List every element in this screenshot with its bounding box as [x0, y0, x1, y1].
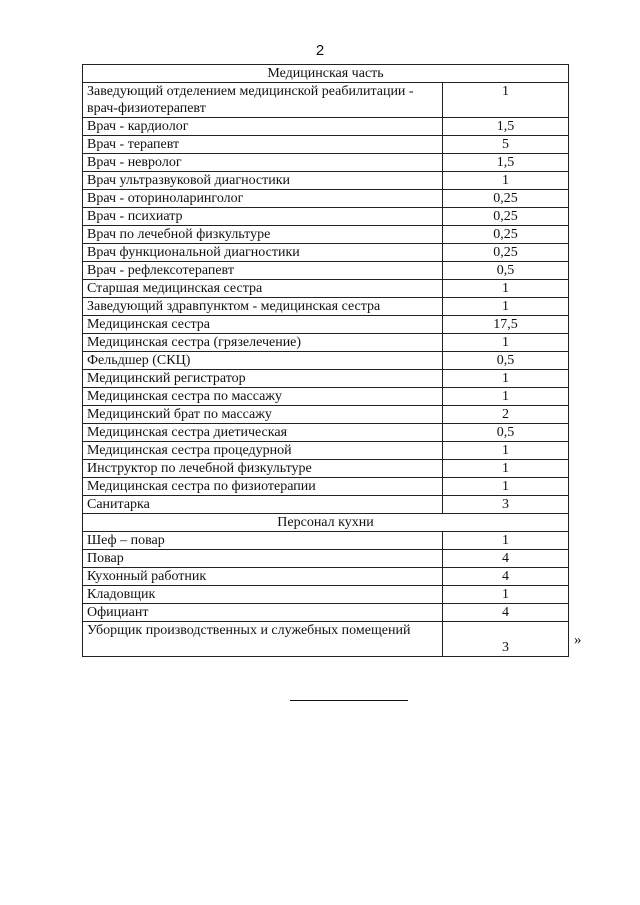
- position-name: Медицинская сестра по массажу: [83, 388, 443, 406]
- position-quantity: 1: [443, 478, 569, 496]
- table-row: [83, 550, 569, 568]
- table-row: [83, 406, 569, 424]
- table-row: [83, 316, 569, 334]
- table-row: [83, 352, 569, 370]
- position-quantity: 1: [443, 83, 569, 118]
- position-name: Врач функциональной диагностики: [83, 244, 443, 262]
- position-name: Официант: [83, 604, 443, 622]
- table-row: [83, 532, 569, 550]
- position-quantity: 1: [443, 298, 569, 316]
- position-name: Санитарка: [83, 496, 443, 514]
- position-name: Врач ультразвуковой диагностики: [83, 172, 443, 190]
- position-name: Повар: [83, 550, 443, 568]
- position-quantity: 5: [443, 136, 569, 154]
- position-quantity: 1,5: [443, 154, 569, 172]
- table-row: [83, 442, 569, 460]
- table-row: [83, 172, 569, 190]
- position-name: Медицинская сестра по физиотерапии: [83, 478, 443, 496]
- table-row: [83, 586, 569, 604]
- position-quantity: 1: [443, 586, 569, 604]
- table-row: [83, 388, 569, 406]
- position-quantity: 4: [443, 550, 569, 568]
- position-name: Уборщик производственных и служебных помещений: [83, 622, 443, 657]
- table-row: [83, 154, 569, 172]
- position-name: Инструктор по лечебной физкультуре: [83, 460, 443, 478]
- position-quantity: 17,5: [443, 316, 569, 334]
- section-title-kitchen: Персонал кухни: [83, 514, 569, 532]
- position-name: Медицинский регистратор: [83, 370, 443, 388]
- position-name: Медицинская сестра: [83, 316, 443, 334]
- position-name: Медицинский брат по массажу: [83, 406, 443, 424]
- position-quantity: 4: [443, 604, 569, 622]
- table-row: [83, 136, 569, 154]
- table-row: [83, 370, 569, 388]
- closing-quote-mark: »: [574, 632, 582, 648]
- position-quantity: 3: [443, 622, 569, 657]
- table-row: [83, 496, 569, 514]
- position-quantity: 1: [443, 460, 569, 478]
- table-row: [83, 604, 569, 622]
- position-quantity: 0,5: [443, 262, 569, 280]
- position-name: Заведующий отделением медицинской реабилитации - врач-физиотерапевт: [83, 83, 443, 118]
- position-quantity: 1: [443, 172, 569, 190]
- position-quantity: 0,5: [443, 424, 569, 442]
- position-quantity: 0,5: [443, 352, 569, 370]
- table-row: [83, 622, 569, 657]
- page-number: 2: [315, 42, 325, 59]
- table-row: [83, 478, 569, 496]
- table-row: [83, 460, 569, 478]
- table-row: [83, 568, 569, 586]
- position-quantity: 1,5: [443, 118, 569, 136]
- position-name: Шеф – повар: [83, 532, 443, 550]
- table-row: [83, 424, 569, 442]
- table-row: [83, 208, 569, 226]
- position-name: Кладовщик: [83, 586, 443, 604]
- table-row: [83, 118, 569, 136]
- position-name: Заведующий здравпунктом - медицинская сестра: [83, 298, 443, 316]
- position-name: Медицинская сестра процедурной: [83, 442, 443, 460]
- position-name: Врач - кардиолог: [83, 118, 443, 136]
- table-row: [83, 262, 569, 280]
- position-quantity: 1: [443, 388, 569, 406]
- position-quantity: 1: [443, 370, 569, 388]
- position-name: Врач по лечебной физкультуре: [83, 226, 443, 244]
- position-quantity: 0,25: [443, 226, 569, 244]
- table-row: [83, 244, 569, 262]
- position-quantity: 1: [443, 280, 569, 298]
- position-quantity: 0,25: [443, 208, 569, 226]
- position-quantity: 1: [443, 334, 569, 352]
- position-name: Старшая медицинская сестра: [83, 280, 443, 298]
- table-row: [83, 190, 569, 208]
- position-quantity: 0,25: [443, 190, 569, 208]
- position-name: Медицинская сестра диетическая: [83, 424, 443, 442]
- position-name: Кухонный работник: [83, 568, 443, 586]
- table-row: [83, 83, 569, 118]
- section-header-row: [83, 65, 569, 83]
- position-quantity: 1: [443, 532, 569, 550]
- position-quantity: 0,25: [443, 244, 569, 262]
- section-header-row: [83, 514, 569, 532]
- table-row: [83, 334, 569, 352]
- position-quantity: 1: [443, 442, 569, 460]
- position-quantity: 3: [443, 496, 569, 514]
- table-row: [83, 298, 569, 316]
- position-name: Врач - невролог: [83, 154, 443, 172]
- position-name: Врач - психиатр: [83, 208, 443, 226]
- position-name: Врач - рефлексотерапевт: [83, 262, 443, 280]
- position-quantity: 4: [443, 568, 569, 586]
- position-name: Врач - терапевт: [83, 136, 443, 154]
- table-row: [83, 280, 569, 298]
- section-title-medical: Медицинская часть: [83, 65, 569, 83]
- position-name: Фельдшер (СКЦ): [83, 352, 443, 370]
- position-name: Медицинская сестра (грязелечение): [83, 334, 443, 352]
- staffing-table: [82, 64, 569, 657]
- end-separator-line: [290, 700, 408, 701]
- position-name: Врач - оториноларинголог: [83, 190, 443, 208]
- position-quantity: 2: [443, 406, 569, 424]
- table-row: [83, 226, 569, 244]
